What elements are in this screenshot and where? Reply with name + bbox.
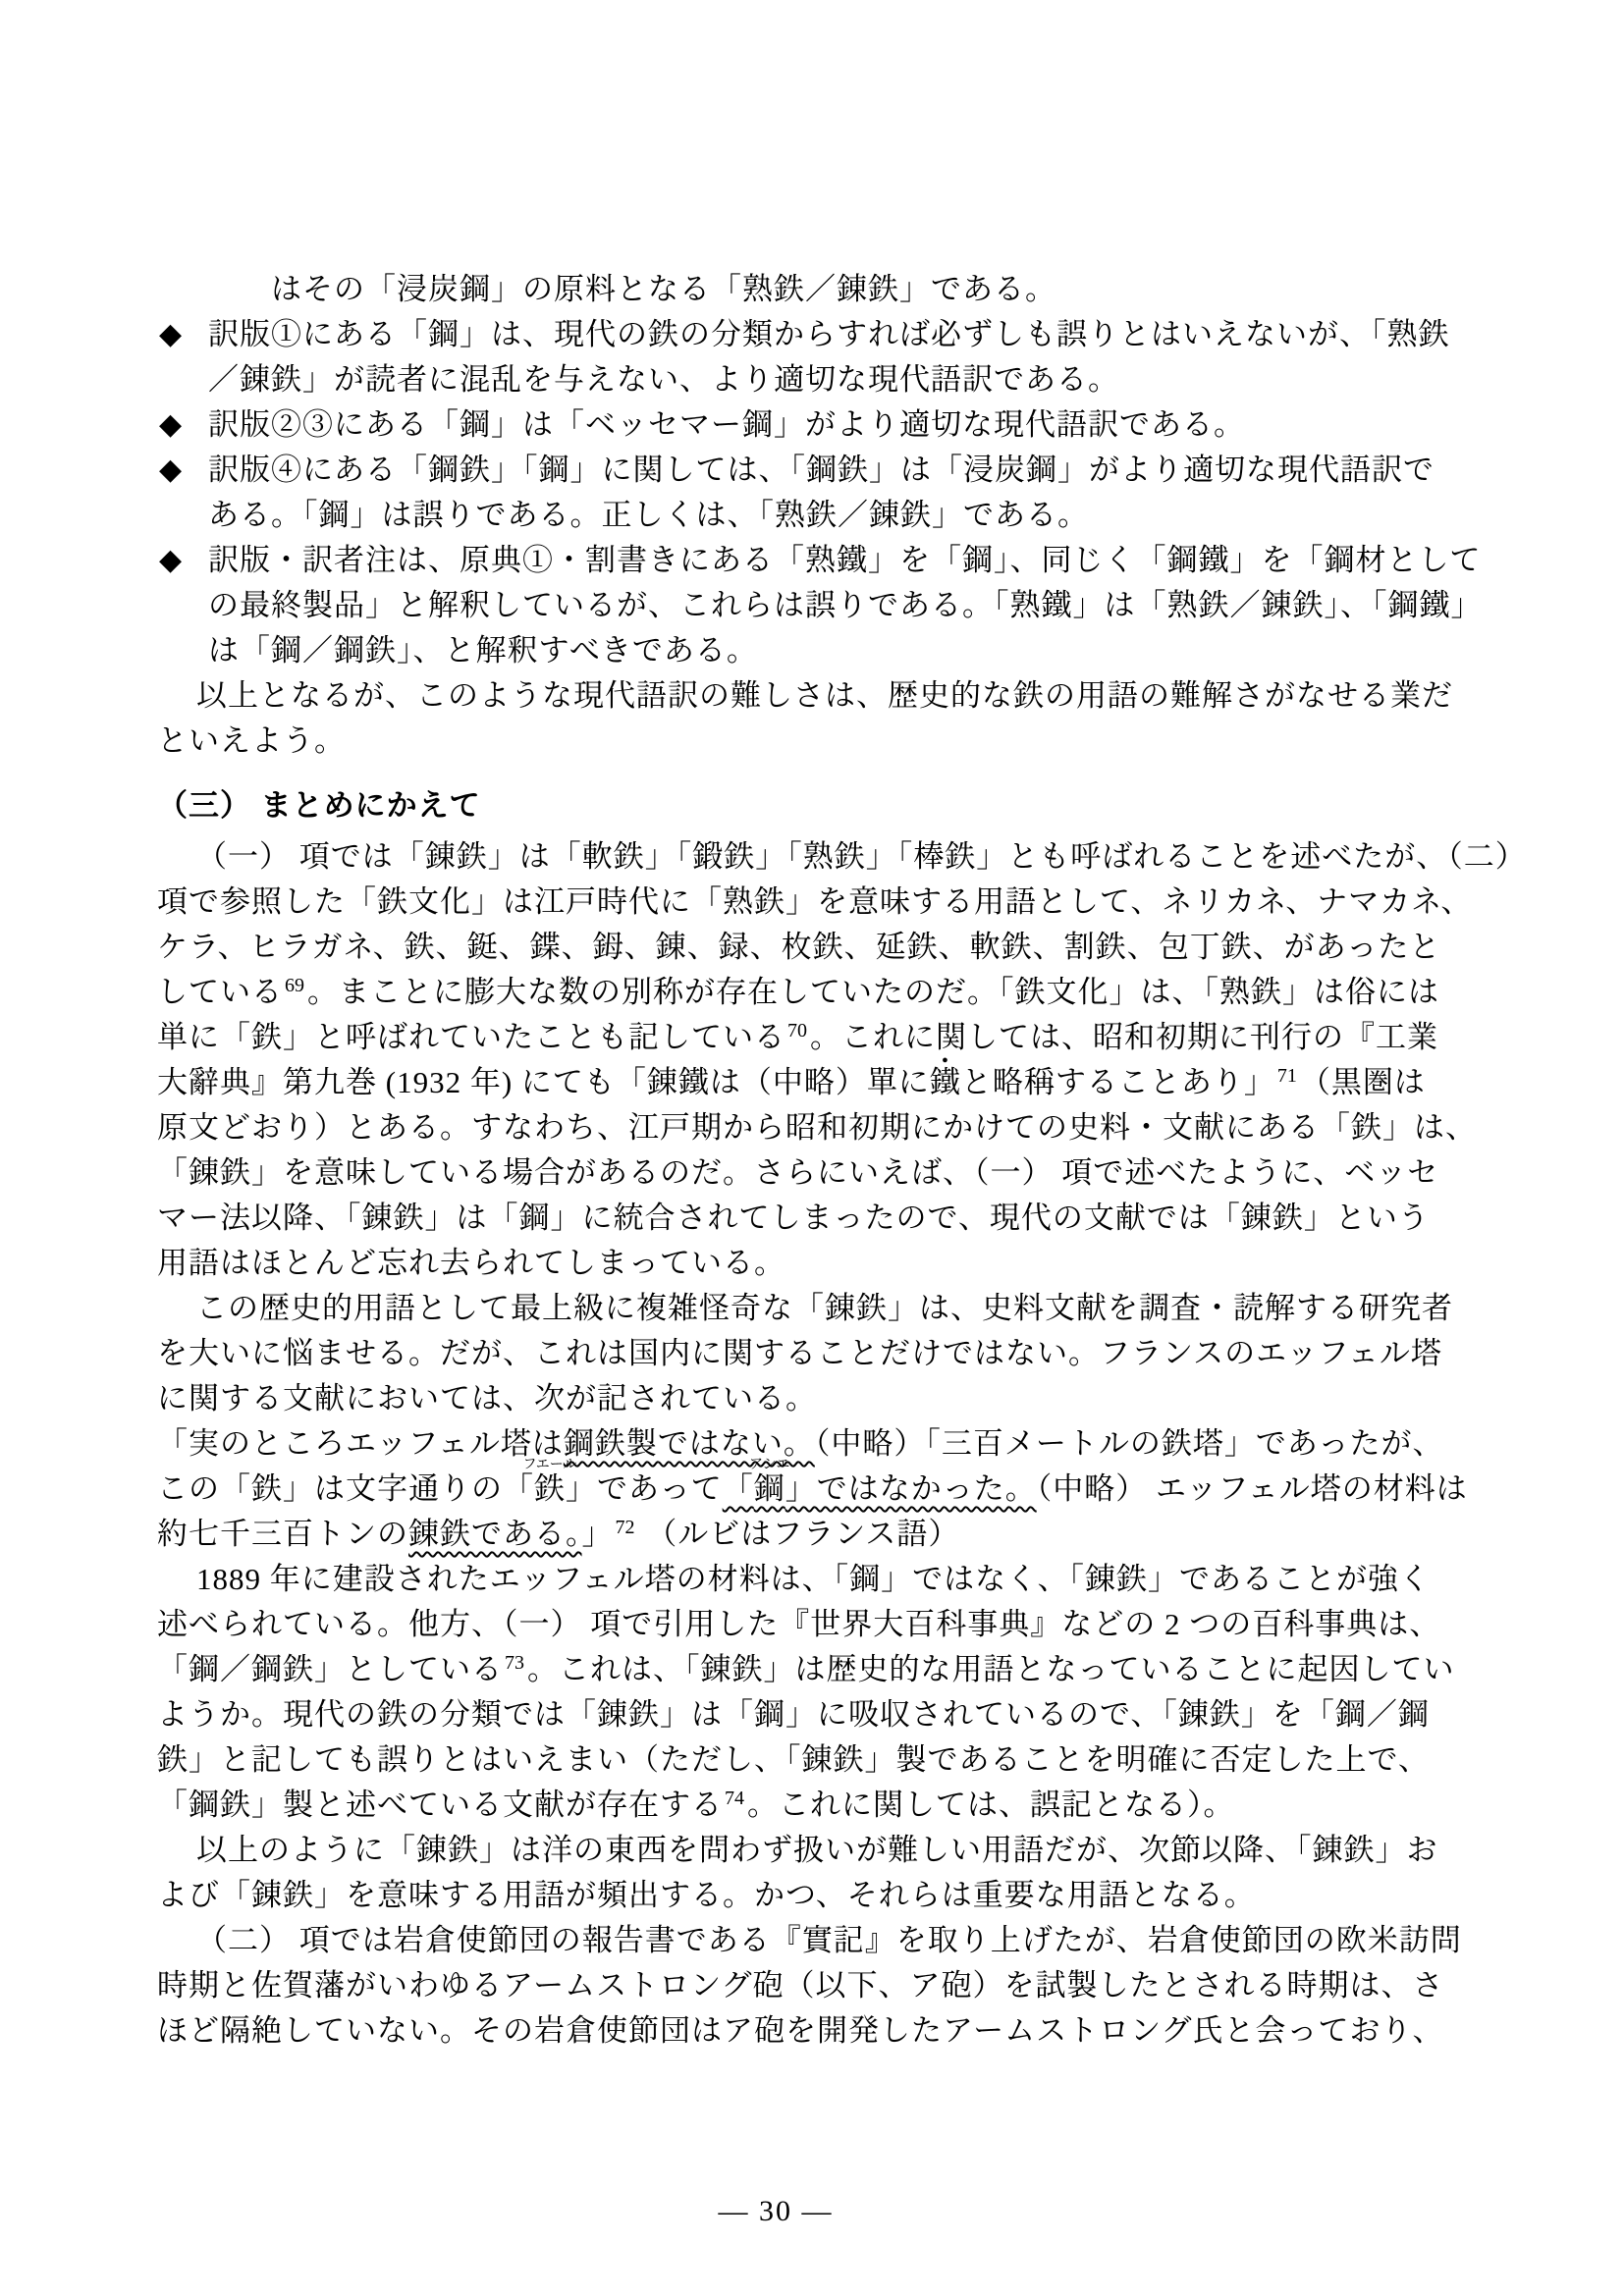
text-line: [157, 1963, 1504, 2008]
text-segment: 原文どおり）とある。すなわち、江戸期から昭和初期にかけての史料・文献にある「鉄」は、: [157, 1110, 1477, 1145]
document-text: [157, 267, 1527, 2054]
text-segment: 1889 年に建設されたエッフェル塔の材料は、「鋼」ではなく、「錬鉄」であることが強く: [196, 1562, 1431, 1596]
text-segment: 「実のところエッフェル塔は: [157, 1426, 564, 1461]
text-segment: 訳版④にある「鋼鉄」「鋼」に関しては、「鋼鉄」は「浸炭鋼」がより適切な現代語訳で: [208, 453, 1435, 487]
text-segment: はその「浸炭鋼」の原料となる「熟鉄／錬鉄」である。: [271, 272, 1056, 306]
text-line: [157, 880, 1504, 925]
text-segment: 。まことに膨大な数の別称が存在していたのだ。「鉄文化」は、「熟鉄」は俗には: [307, 975, 1439, 1009]
bullet-diamond-icon: ◆: [159, 318, 183, 350]
text-segment: ある。「鋼」は誤りである。正しくは、「熟鉄／錬鉄」である。: [208, 498, 1089, 532]
text-line: [157, 673, 1504, 719]
text-line: [157, 1150, 1504, 1196]
text-segment: ／錬鉄」が読者に混乱を与えない、より適切な現代語訳である。: [208, 362, 1119, 397]
text-segment: の最終製品」と解釈しているが、これらは誤りである。「熟鐵」は「熟鉄／錬鉄」、「鋼鐵」: [208, 588, 1483, 622]
text-line: [157, 1737, 1504, 1783]
text-line: [208, 493, 1504, 538]
text-line: [208, 583, 1504, 628]
text-segment: を大いに悩ませる。だが、これは国内に関することだけではない。フランスのエッフェル塔: [157, 1336, 1442, 1370]
text-segment: 訳版②③にある「鋼」は「ベッセマー鋼」がより適切な現代語訳である。: [208, 407, 1245, 442]
text-line: [157, 1376, 1504, 1421]
text-segment: 「錬鉄」を意味している場合があるのだ。さらにいえば、（一） 項で述べたように、ベッセ: [157, 1155, 1439, 1190]
text-segment: といえよう。: [157, 723, 346, 758]
text-segment: 訳版・訳者注は、原典①・割書きにある「熟鐵」を「鋼」、同じく「鋼鐵」を「鋼材として: [208, 543, 1482, 577]
footnote-ref: 71: [1276, 1065, 1297, 1087]
text-segment: 」: [581, 1517, 614, 1551]
text-segment: 約七千三百トンの: [157, 1517, 408, 1551]
text-segment: 「鋼鉄」製と述べている文献が存在する: [157, 1788, 723, 1822]
text-segment: している: [157, 975, 283, 1009]
text-segment: 単に「鉄」と呼ばれていたことも記している: [157, 1020, 785, 1054]
text-line: [157, 1241, 1504, 1286]
text-segment: よび「錬鉄」を意味する用語が頻出する。かつ、それらは重要な用語となる。: [157, 1878, 1256, 1912]
footnote-ref: 69: [285, 975, 304, 996]
page-footer: [0, 2195, 1551, 2228]
text-line: [157, 2008, 1504, 2054]
text-segment: 「鋼／鋼鉄」としている: [157, 1652, 503, 1686]
text-line: [157, 1512, 1504, 1557]
text-segment: （二） 項では岩倉使節団の報告書である『實記』を取り上げたが、岩倉使節団の欧米訪問: [196, 1923, 1462, 1957]
text-line: [208, 628, 1504, 673]
text-line: [157, 1873, 1504, 1918]
text-line: [157, 1918, 1504, 1963]
footnote-ref: 74: [725, 1788, 744, 1809]
text-line: [157, 1783, 1504, 1828]
text-segment: 。これは、「錬鉄」は歴史的な用語となっていることに起因してい: [527, 1652, 1455, 1686]
text-segment: ようか。現代の鉄の分類では「錬鉄」は「鋼」に吸収されているので、「錬鉄」を「鋼／鋼: [157, 1697, 1430, 1732]
page-number: — 30 —: [718, 2195, 834, 2227]
paragraph: [157, 1828, 1504, 1918]
text-segment: 訳版①にある「鋼」は、現代の鉄の分類からすれば必ずしも誤りとはいえないが、「熟鉄: [208, 317, 1450, 351]
text-segment: 以上となるが、このような現代語訳の難しさは、歴史的な鉄の用語の難解さがなせる業だ: [196, 678, 1453, 713]
bullet-item: [157, 448, 1504, 538]
text-segment: 。これに関しては、誤記となる）。: [747, 1788, 1235, 1822]
text-segment: この歴史的用語として最上級に複雑怪奇な「錬鉄」は、史料文献を調査・読解する研究者: [196, 1291, 1453, 1325]
text-segment: 以上のように「錬鉄」は洋の東西を問わず扱いが難しい用語だが、次節以降、「錬鉄」お: [196, 1833, 1438, 1867]
paragraph: [157, 1557, 1504, 1828]
text-line: [157, 925, 1504, 970]
text-segment: 「: [722, 1471, 754, 1506]
text-segment: ほど隔絶していない。その岩倉使節団はア砲を開発したアームストロング氏と会っており、: [157, 2013, 1444, 2048]
text-line: [157, 1557, 1504, 1602]
ruby-base: 鋼 アシエ: [748, 1458, 790, 1506]
bullet-diamond-icon: ◆: [159, 454, 183, 486]
text-segment: （中略）「三百メートルの鉄塔」であったが、: [814, 1426, 1444, 1461]
text-segment: マー法以降、「錬鉄」は「鋼」に統合されてしまったので、現代の文献では「錬鉄」という: [157, 1201, 1430, 1235]
text-line: [157, 1602, 1504, 1647]
text-line: [208, 357, 1504, 402]
footnote-ref: 73: [505, 1652, 524, 1674]
text-line: [157, 783, 1504, 828]
paragraph: [157, 1918, 1504, 2054]
paragraph: [157, 673, 1504, 764]
text-line: [157, 719, 1504, 764]
text-segment: （中略） エッフェル塔の材料は: [1036, 1471, 1468, 1506]
bullet-item: [157, 402, 1504, 448]
footnote-ref: 72: [615, 1517, 635, 1538]
bullet-item: [157, 312, 1504, 402]
text-segment: に関する文献においては、次が記されている。: [157, 1381, 817, 1415]
text-segment: 述べられている。他方、（一） 項で引用した『世界大百科事典』などの 2 つの百科事典は、: [157, 1607, 1441, 1641]
text-segment: 鐵 ●: [930, 1065, 961, 1099]
quote-paragraph: [157, 1421, 1504, 1557]
text-line: [157, 834, 1527, 880]
text-segment: （一） 項では「錬鉄」は「軟鉄」「鍛鉄」「熟鉄」「棒鉄」とも呼ばれることを述べたが、（二）: [196, 839, 1527, 874]
text-segment: （ルビはフランス語）: [637, 1517, 960, 1551]
text-line: [157, 267, 1504, 312]
text-line: [157, 1105, 1504, 1150]
text-line: [208, 312, 1504, 357]
text-line: [157, 1692, 1504, 1737]
text-segment: 大辭典』第九巻 (1932 年) にても「錬鐵は（中略）單に: [157, 1065, 930, 1099]
text-segment: 鋼鉄製ではない。: [563, 1426, 815, 1461]
ruby-annotation: フエール: [522, 1458, 577, 1472]
text-line: [157, 1331, 1504, 1376]
text-line: [208, 402, 1504, 448]
text-segment: （黒圏は: [1299, 1065, 1426, 1099]
text-line: [157, 1647, 1504, 1692]
text-line: [157, 1421, 1504, 1467]
text-segment: ケラ、ヒラガネ、鉄、鋌、鍱、鉧、錬、録、枚鉄、延鉄、軟鉄、割鉄、包丁鉄、があったと: [157, 930, 1441, 964]
continuation-paragraph: [157, 267, 1504, 312]
text-line: [208, 448, 1504, 493]
text-segment: 用語はほとんど忘れ去られてしまっている。: [157, 1246, 785, 1280]
text-line: [157, 1458, 1504, 1512]
text-segment: 鉄」と記しても誤りとはいえまい（ただし、「錬鉄」製であることを明確に否定した上で、: [157, 1742, 1430, 1777]
text-line: [157, 1828, 1504, 1873]
bullet-diamond-icon: ◆: [159, 408, 183, 441]
text-segment: 錬鉄である。: [408, 1517, 582, 1551]
paragraph: [157, 834, 1527, 1286]
section-heading: [157, 783, 1504, 828]
bullet-diamond-icon: ◆: [159, 544, 183, 576]
text-segment: 」であって: [566, 1471, 723, 1506]
text-segment: と略稱することあり」: [960, 1065, 1275, 1099]
text-line: [157, 1196, 1504, 1241]
bullet-item: [157, 538, 1504, 673]
footnote-ref: 70: [787, 1020, 807, 1041]
text-segment: 」ではなかった。: [785, 1471, 1037, 1506]
text-segment: （三） まとめにかえて: [157, 788, 481, 823]
text-segment: 時期と佐賀藩がいわゆるアームストロング砲（以下、ア砲）を試製したとされる時期は、さ: [157, 1968, 1444, 2002]
text-segment: は「鋼／鋼鉄」、と解釈すべきである。: [208, 633, 758, 667]
text-line: [208, 538, 1504, 583]
text-segment: 項で参照した「鉄文化」は江戸時代に「熟鉄」を意味する用語として、ネリカネ、ナマカネ、: [157, 884, 1473, 919]
text-line: [157, 1286, 1504, 1331]
ruby-annotation: アシエ: [748, 1458, 790, 1472]
paragraph: [157, 1286, 1504, 1421]
text-line: [157, 970, 1504, 1015]
ruby-base: 鉄 フエール: [522, 1458, 577, 1506]
text-line: [157, 1015, 1504, 1060]
text-segment: この「鉄」は文字通りの「: [157, 1471, 534, 1506]
text-segment: 。これに関しては、昭和初期に刊行の『工業: [810, 1020, 1438, 1054]
text-line: [157, 1060, 1504, 1105]
